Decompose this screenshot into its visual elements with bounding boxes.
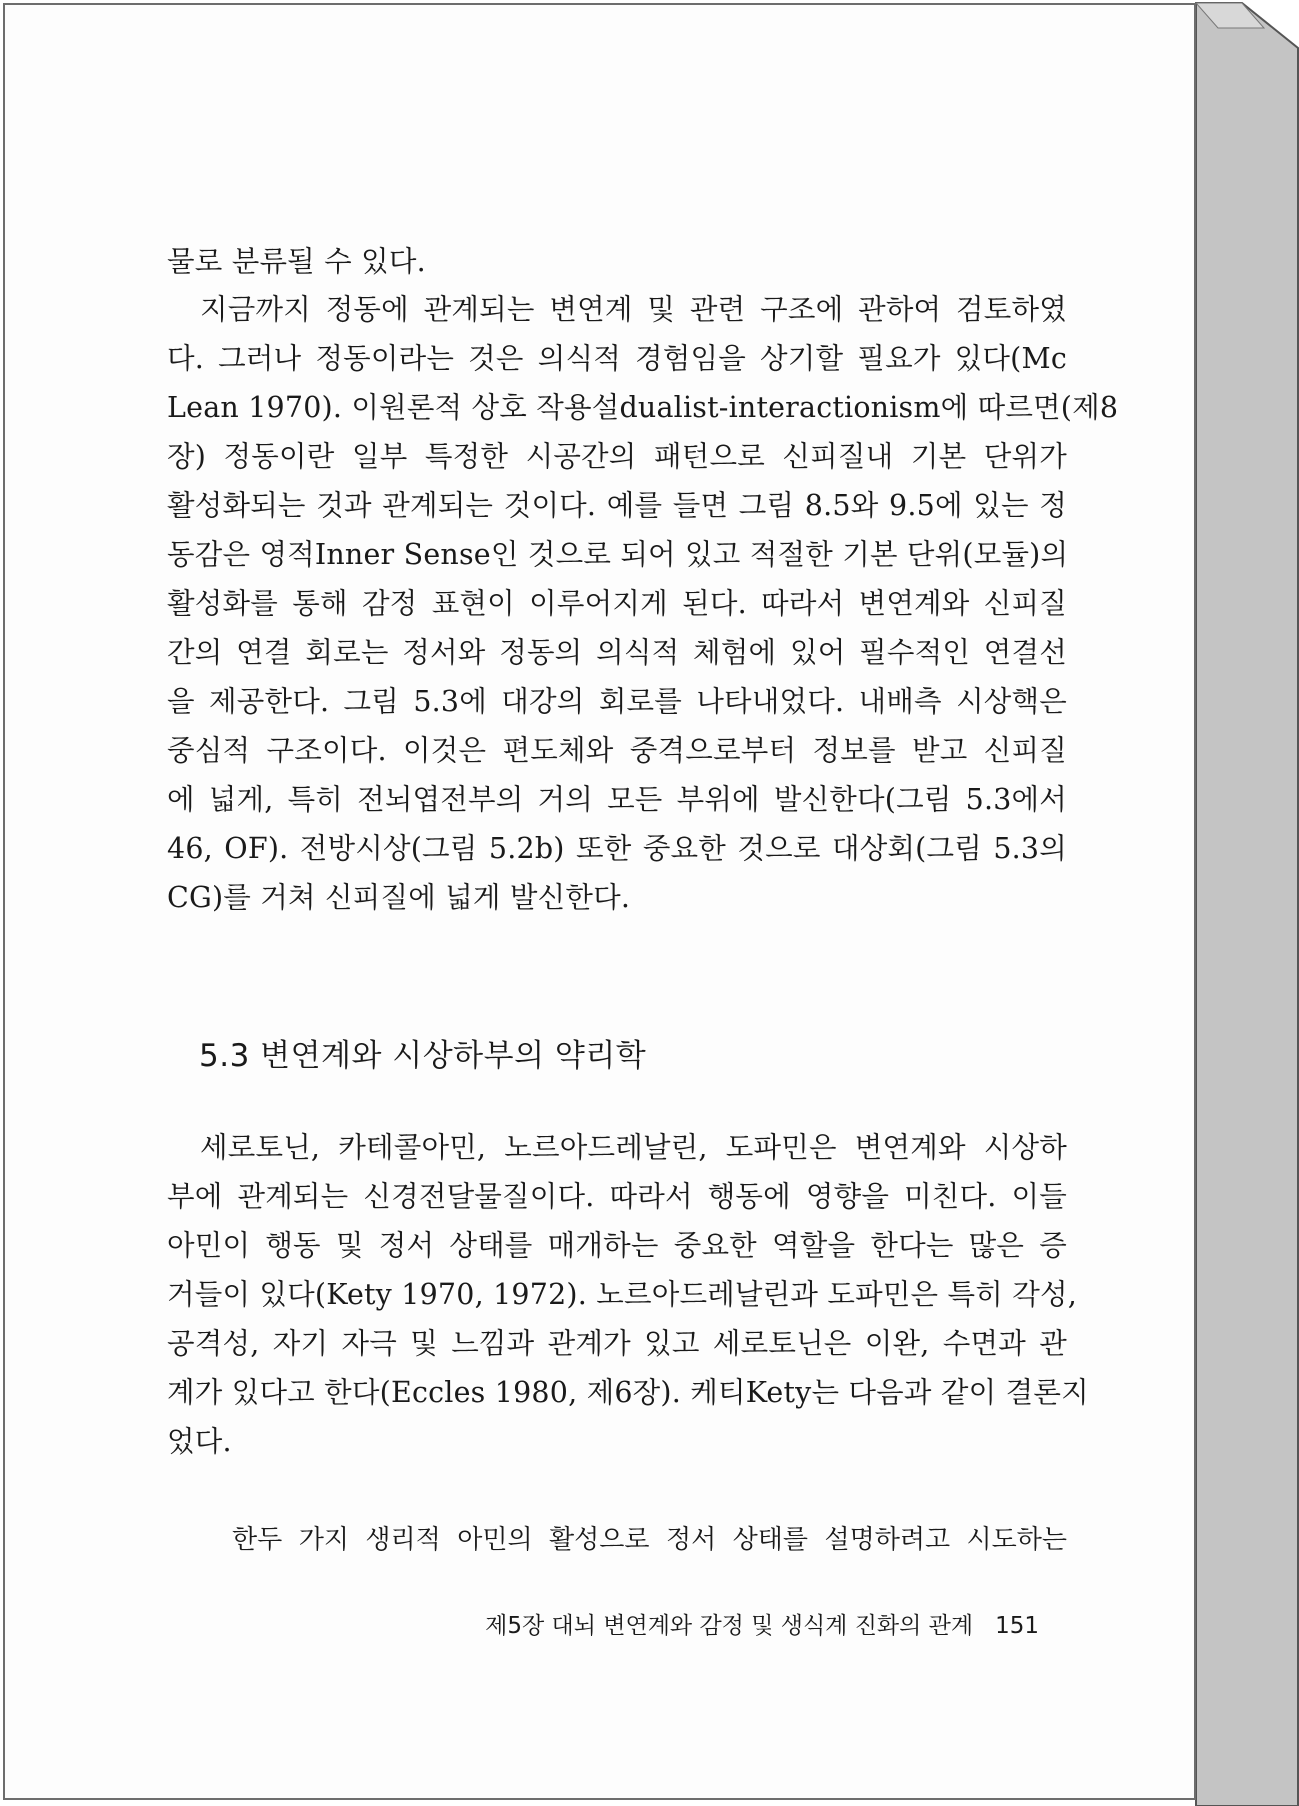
text-line: Lean 1970). 이원론적 상호 작용설dualist-interactionism에 따르면(제8	[167, 391, 1119, 424]
text-line: 중심적 구조이다. 이것은 편도체와 중격으로부터 정보를 받고 신피질	[167, 734, 1067, 767]
text-line: 었다.	[167, 1425, 232, 1458]
text-line: 세로토닌, 카테콜아민, 노르아드레날린, 도파민은 변연계와 시상하	[200, 1131, 1067, 1164]
block-quote: 한두 가지 생리적 아민의 활성으로 정서 상태를 설명하려고 시도하는	[232, 1525, 1067, 1555]
text-line: 활성화를 통해 감정 표현이 이루어지게 된다. 따라서 변연계와 신피질	[167, 587, 1067, 620]
page-footer	[485, 1607, 1039, 1640]
text-line: 아민이 행동 및 정서 상태를 매개하는 중요한 역할을 한다는 많은 증	[167, 1229, 1067, 1262]
text-line: CG)를 거쳐 신피질에 넓게 발신한다.	[167, 881, 631, 914]
text-line: 공격성, 자기 자극 및 느낌과 관계가 있고 세로토닌은 이완, 수면과 관	[167, 1327, 1067, 1360]
text-line: 장) 정동이란 일부 특정한 시공간의 패턴으로 신피질내 기본 단위가	[167, 440, 1067, 473]
text-line: 계가 있다고 한다(Eccles 1980, 제6장). 케티Kety는 다음과 같이 결론지	[167, 1376, 1089, 1409]
text-line: 을 제공한다. 그림 5.3에 대강의 회로를 나타내었다. 내배측 시상핵은	[167, 685, 1067, 718]
text-line: 간의 연결 회로는 정서와 정동의 의식적 체험에 있어 필수적인 연결선	[167, 636, 1067, 669]
section-heading: 5.3 변연계와 시상하부의 약리학	[199, 1038, 647, 1074]
text-line: 동감은 영적Inner Sense인 것으로 되어 있고 적절한 기본 단위(모듈)의	[167, 538, 1069, 571]
text-line: 물로 분류될 수 있다.	[167, 245, 426, 278]
text-line: 거들이 있다(Kety 1970, 1972). 노르아드레날린과 도파민은 특히 각성,	[167, 1278, 1077, 1311]
page-number: 151	[995, 1613, 1039, 1639]
text-line: 부에 관계되는 신경전달물질이다. 따라서 행동에 영향을 미친다. 이들	[167, 1180, 1067, 1213]
text-line: 46, OF). 전방시상(그림 5.2b) 또한 중요한 것으로 대상회(그림 5.3의	[167, 832, 1067, 865]
text-line: 에 넓게, 특히 전뇌엽전부의 거의 모든 부위에 발신한다(그림 5.3에서	[167, 783, 1067, 816]
text-line: 활성화되는 것과 관계되는 것이다. 예를 들면 그림 8.5와 9.5에 있는 정	[167, 489, 1067, 522]
text-line: 지금까지 정동에 관계되는 변연계 및 관련 구조에 관하여 검토하였	[200, 293, 1067, 326]
text-line: 다. 그러나 정동이라는 것은 의식적 경험임을 상기할 필요가 있다(Mc	[167, 342, 1067, 375]
footer-chapter-title: 제5장 대뇌 변연계와 감정 및 생식계 진화의 관계	[485, 1613, 974, 1639]
